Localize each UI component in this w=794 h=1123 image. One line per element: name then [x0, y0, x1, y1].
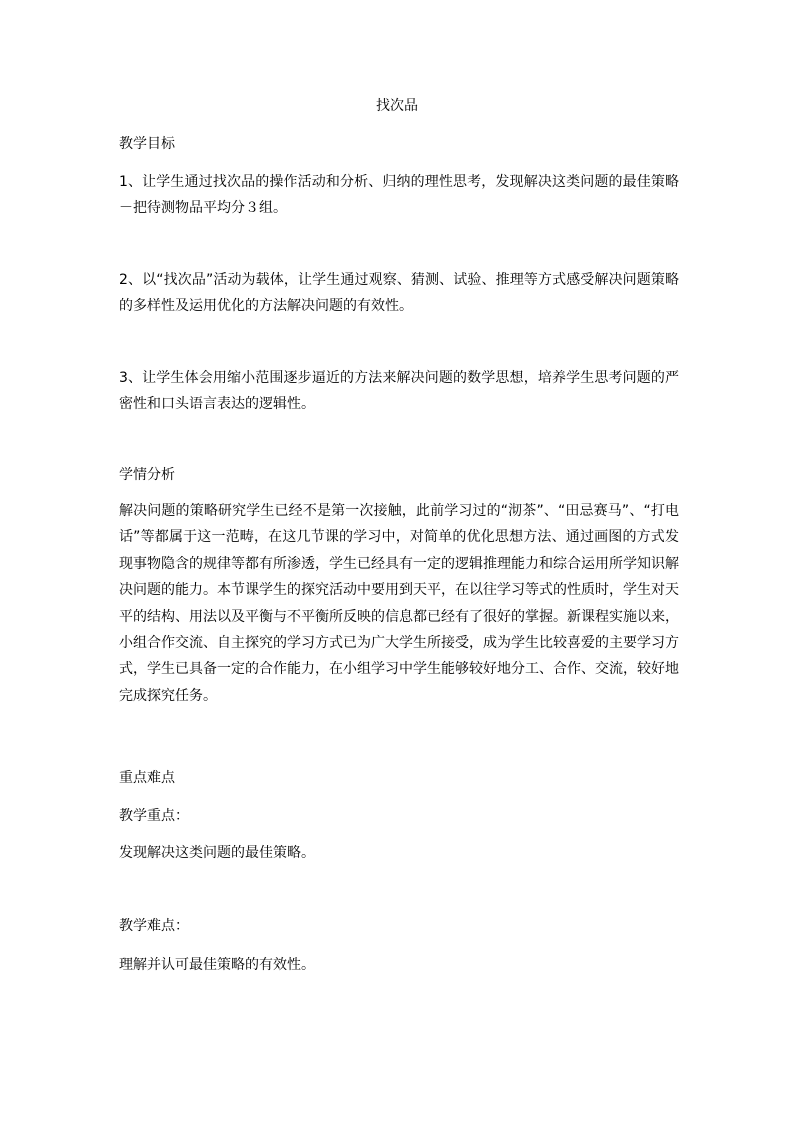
analysis-body: 解决问题的策略研究学生已经不是第一次接触，此前学习过的“沏茶”、“田忌赛马”、“打电话”等都属于这一范畴，在这几节课的学习中，对简单的优化思想方法、通过画图的方式发现事物隐含的规律等都有所渗透，学生已经具有一定的逻辑推理能力和综合运用所学知识解决问题的能力。本节课学生的探究活动中要用到天平，在以往学习等式的性质时，学生对天平的结构、用法以及平衡与不平衡所反映的信息都已经有了很好的掌握。新课程实施以来，小组合作交流、自主探究的学习方式已为广大学生所接受，成为学生比较喜爱的主要学习方式，学生已具备一定的合作能力，在小组学习中学生能够较好地分工、合作、交流，较好地完成探究任务。	[119, 503, 679, 704]
teaching-difficulty-text: 理解并认可最佳策略的有效性。	[119, 957, 315, 973]
analysis-heading: 学情分析	[119, 467, 175, 483]
key-points-heading: 重点难点	[119, 770, 175, 786]
objective-item-3: 3、让学生体会用缩小范围逐步逼近的方法来解决问题的数学思想，培养学生思考问题的严密性和口头语言表达的逻辑性。	[119, 370, 679, 412]
teaching-focus-text: 发现解决这类问题的最佳策略。	[119, 845, 315, 861]
objective-item-1: 1、让学生通过找次品的操作活动和分析、归纳的理性思考，发现解决这类问题的最佳策略－把待测物品平均分３组。	[119, 174, 679, 216]
document-title: 找次品	[376, 98, 418, 114]
objective-item-2: 2、以“找次品”活动为载体，让学生通过观察、猜测、试验、推理等方式感受解决问题策略的多样性及运用优化的方法解决问题的有效性。	[119, 272, 679, 314]
teaching-focus-label: 教学重点：	[119, 808, 189, 824]
objectives-heading: 教学目标	[119, 136, 175, 152]
teaching-difficulty-label: 教学难点：	[119, 918, 189, 934]
